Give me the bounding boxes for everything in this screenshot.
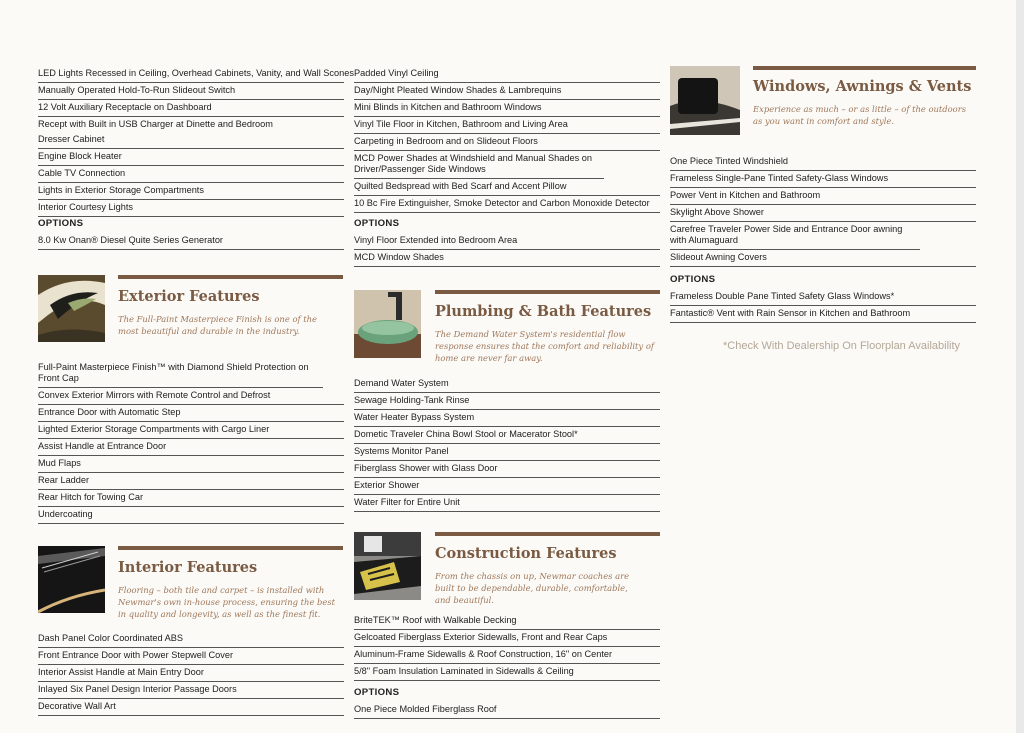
option-item: 8.0 Kw Onan® Diesel Quite Series Generator xyxy=(38,233,344,250)
list-item: Gelcoated Fiberglass Exterior Sidewalls, Front and Rear Caps xyxy=(354,630,660,647)
construction-list xyxy=(354,613,660,681)
option-item: MCD Window Shades xyxy=(354,250,660,267)
page-edge xyxy=(1016,0,1024,733)
interior-cont-list xyxy=(38,66,354,217)
mid-cont-options xyxy=(354,233,660,267)
windows-options xyxy=(670,289,976,323)
plumbing-subtitle: The Demand Water System's residential flow response ensures that the comfort and reliability of home are never far away. xyxy=(435,329,654,363)
list-item: Lights in Exterior Storage Compartments xyxy=(38,183,344,200)
mid-cont-list xyxy=(354,66,660,213)
options-heading: OPTIONS xyxy=(354,687,400,698)
interior-list xyxy=(38,631,344,716)
list-item: Padded Vinyl Ceiling xyxy=(354,66,660,83)
interior-title-bar xyxy=(118,546,343,550)
list-item: Exterior Shower xyxy=(354,478,660,495)
options-heading: OPTIONS xyxy=(670,274,716,285)
list-item: Day/Night Pleated Window Shades & Lambrequins xyxy=(354,83,660,100)
list-item: Water Filter for Entire Unit xyxy=(354,495,660,512)
list-item: Water Heater Bypass System xyxy=(354,410,660,427)
exterior-title: Exterior Features xyxy=(118,288,260,305)
construction-title-bar xyxy=(435,532,660,536)
list-item: Entrance Door with Automatic Step xyxy=(38,405,344,422)
list-item: Dresser Cabinet xyxy=(38,132,344,149)
list-item: Manually Operated Hold-To-Run Slideout Switch xyxy=(38,83,344,100)
plumbing-title-bar xyxy=(435,290,660,294)
list-item: Aluminum-Frame Sidewalls & Roof Construction, 16" on Center xyxy=(354,647,660,664)
list-item: 10 Bc Fire Extinguisher, Smoke Detector and Carbon Monoxide Detector xyxy=(354,196,660,213)
list-item: MCD Power Shades at Windshield and Manual Shades on Driver/Passenger Side Windows xyxy=(354,151,604,179)
list-item: Interior Assist Handle at Main Entry Door xyxy=(38,665,344,682)
interior-title: Interior Features xyxy=(118,559,258,576)
list-item: Rear Hitch for Towing Car xyxy=(38,490,344,507)
interior-cont-options xyxy=(38,233,344,250)
option-item: One Piece Molded Fiberglass Roof xyxy=(354,702,660,719)
list-item: Interior Courtesy Lights xyxy=(38,200,344,217)
list-item: LED Lights Recessed in Ceiling, Overhead Cabinets, Vanity, and Wall Scones xyxy=(38,66,344,83)
list-item: One Piece Tinted Windshield xyxy=(670,154,976,171)
list-item: Lighted Exterior Storage Compartments with Cargo Liner xyxy=(38,422,344,439)
option-item: Vinyl Floor Extended into Bedroom Area xyxy=(354,233,660,250)
list-item: Power Vent in Kitchen and Bathroom xyxy=(670,188,976,205)
windows-list xyxy=(670,154,976,267)
construction-subtitle: From the chassis on up, Newmar coaches are built to be dependable, durable, comfortable, and beautiful. xyxy=(435,571,630,605)
windows-title-bar xyxy=(753,66,976,70)
list-item: 12 Volt Auxiliary Receptacle on Dashboard xyxy=(38,100,344,117)
windows-subtitle: Experience as much – or as little – of the outdoors as you want in comfort and style. xyxy=(753,104,967,126)
construction-photo xyxy=(354,532,421,600)
plumbing-title: Plumbing & Bath Features xyxy=(435,303,652,320)
list-item: Dometic Traveler China Bowl Stool or Macerator Stool* xyxy=(354,427,660,444)
list-item: Engine Block Heater xyxy=(38,149,344,166)
list-item: Systems Monitor Panel xyxy=(354,444,660,461)
plumbing-list xyxy=(354,376,660,512)
list-item: Dash Panel Color Coordinated ABS xyxy=(38,631,344,648)
list-item: Frameless Single-Pane Tinted Safety-Glass Windows xyxy=(670,171,976,188)
option-item: Fantastic® Vent with Rain Sensor in Kitchen and Bathroom xyxy=(670,306,976,323)
windows-title: Windows, Awnings & Vents xyxy=(753,78,972,95)
plumbing-photo xyxy=(354,290,421,358)
list-item: Vinyl Tile Floor in Kitchen, Bathroom and Living Area xyxy=(354,117,660,134)
list-item: Convex Exterior Mirrors with Remote Control and Defrost xyxy=(38,388,344,405)
construction-title: Construction Features xyxy=(435,545,617,562)
list-item: Inlayed Six Panel Design Interior Passage Doors xyxy=(38,682,344,699)
list-item: Full-Paint Masterpiece Finish™ with Diamond Shield Protection on Front Cap xyxy=(38,360,323,388)
list-item: Quilted Bedspread with Bed Scarf and Accent Pillow xyxy=(354,179,660,196)
list-item: Demand Water System xyxy=(354,376,660,393)
exterior-subtitle: The Full-Paint Masterpiece Finish is one of the most beautiful and durable in the industry. xyxy=(118,314,317,336)
list-item: Recept with Built in USB Charger at Dinette and Bedroom xyxy=(38,119,273,129)
list-item: Carefree Traveler Power Side and Entrance Door awning with Alumaguard xyxy=(670,222,920,250)
options-heading: OPTIONS xyxy=(354,218,400,229)
list-item: 5/8" Foam Insulation Laminated in Sidewalls & Ceiling xyxy=(354,664,660,681)
windows-photo xyxy=(670,66,740,135)
list-item: Rear Ladder xyxy=(38,473,344,490)
construction-options xyxy=(354,702,660,719)
options-heading: OPTIONS xyxy=(38,218,84,229)
list-item: Assist Handle at Entrance Door xyxy=(38,439,344,456)
availability-note: *Check With Dealership On Floorplan Availability xyxy=(723,340,961,352)
list-item: Carpeting in Bedroom and on Slideout Floors xyxy=(354,134,660,151)
list-item: Decorative Wall Art xyxy=(38,699,344,716)
list-item: Front Entrance Door with Power Stepwell Cover xyxy=(38,648,344,665)
list-item: Cable TV Connection xyxy=(38,166,344,183)
exterior-list xyxy=(38,360,344,524)
list-item: Fiberglass Shower with Glass Door xyxy=(354,461,660,478)
option-item: Frameless Double Pane Tinted Safety Glass Windows* xyxy=(670,289,976,306)
list-item: Mud Flaps xyxy=(38,456,344,473)
list-item: Undercoating xyxy=(38,507,344,524)
list-item: Skylight Above Shower xyxy=(670,205,976,222)
interior-subtitle: Flooring – both tile and carpet – is installed with Newmar's own in-house process, ensuring the best in quality and longevity, as well as the finest fit. xyxy=(118,585,336,619)
list-item: BriteTEK™ Roof with Walkable Decking xyxy=(354,613,660,630)
list-item: Slideout Awning Covers xyxy=(670,250,976,267)
list-item: Sewage Holding-Tank Rinse xyxy=(354,393,660,410)
exterior-title-bar xyxy=(118,275,343,279)
list-item: Mini Blinds in Kitchen and Bathroom Windows xyxy=(354,100,660,117)
exterior-photo xyxy=(38,275,105,342)
interior-photo xyxy=(38,546,105,613)
